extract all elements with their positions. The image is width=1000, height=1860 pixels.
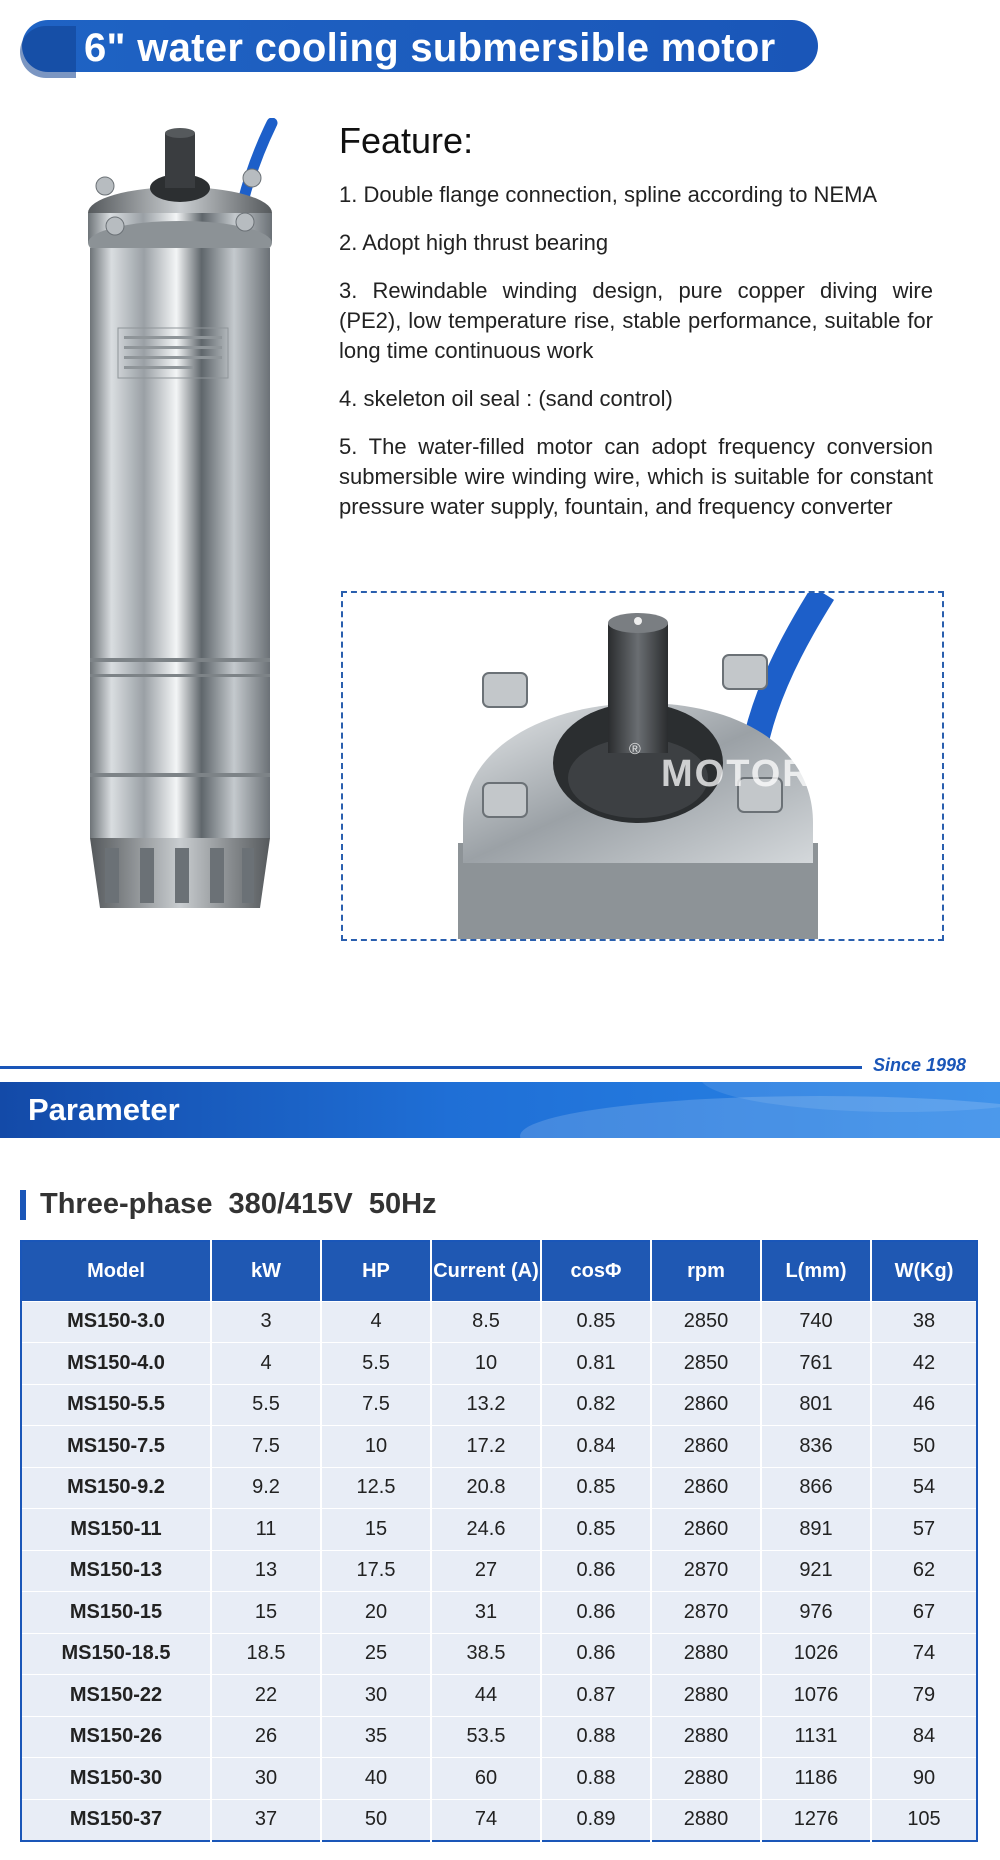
table-cell: 740	[761, 1301, 871, 1343]
table-cell: 15	[211, 1592, 321, 1634]
model-cell: MS150-30	[21, 1758, 211, 1800]
table-cell: 20.8	[431, 1467, 541, 1509]
motor-product-image	[60, 118, 300, 948]
table-cell: 74	[431, 1799, 541, 1841]
model-cell: MS150-37	[21, 1799, 211, 1841]
feature-item: 4. skeleton oil seal : (sand control)	[339, 386, 673, 411]
table-row	[21, 1758, 977, 1800]
table-cell: 0.86	[541, 1633, 651, 1675]
table-cell: 26	[211, 1716, 321, 1758]
flange-closeup-illustration	[343, 593, 944, 941]
table-cell: 2880	[651, 1758, 761, 1800]
table-cell: 40	[321, 1758, 431, 1800]
title-banner	[22, 20, 818, 72]
table-cell: 1276	[761, 1799, 871, 1841]
feature-item: 5. The water-filled motor can adopt frequency conversion submersible wire winding wire, which is suitable for constant pressure water supply, fountain, and frequency converter	[339, 434, 933, 519]
table-cell: 0.82	[541, 1384, 651, 1426]
table-cell: 801	[761, 1384, 871, 1426]
spec-table	[20, 1240, 978, 1842]
registered-mark: ®	[629, 741, 641, 758]
detail-closeup-image	[341, 591, 944, 941]
table-cell: 2880	[651, 1633, 761, 1675]
column-header: W(Kg)	[871, 1241, 977, 1301]
table-cell: 3	[211, 1301, 321, 1343]
table-cell: 2870	[651, 1550, 761, 1592]
table-cell: 9.2	[211, 1467, 321, 1509]
column-header: cosΦ	[541, 1241, 651, 1301]
table-cell: 42	[871, 1343, 977, 1385]
table-cell: 84	[871, 1716, 977, 1758]
table-cell: 62	[871, 1550, 977, 1592]
column-header: HP	[321, 1241, 431, 1301]
table-row	[21, 1592, 977, 1634]
model-cell: MS150-13	[21, 1550, 211, 1592]
table-cell: 90	[871, 1758, 977, 1800]
table-cell: 1186	[761, 1758, 871, 1800]
table-cell: 1026	[761, 1633, 871, 1675]
table-cell: 921	[761, 1550, 871, 1592]
table-cell: 2860	[651, 1467, 761, 1509]
page-title: 6" water cooling submersible motor	[84, 26, 776, 70]
spec-subheading: Three-phase 380/415V 50Hz	[40, 1188, 437, 1220]
table-cell: 35	[321, 1716, 431, 1758]
table-cell: 20	[321, 1592, 431, 1634]
model-cell: MS150-3.0	[21, 1301, 211, 1343]
table-cell: 17.5	[321, 1550, 431, 1592]
table-cell: 836	[761, 1426, 871, 1468]
title-banner-accent	[20, 26, 76, 78]
table-cell: 0.86	[541, 1592, 651, 1634]
table-cell: 44	[431, 1675, 541, 1717]
table-cell: 11	[211, 1509, 321, 1551]
column-header: kW	[211, 1241, 321, 1301]
table-cell: 2870	[651, 1592, 761, 1634]
feature-list	[339, 180, 933, 540]
table-row	[21, 1550, 977, 1592]
table-cell: 105	[871, 1799, 977, 1841]
table-cell: 891	[761, 1509, 871, 1551]
model-cell: MS150-7.5	[21, 1426, 211, 1468]
watermark-text: MOTOR	[661, 753, 812, 795]
table-cell: 60	[431, 1758, 541, 1800]
table-cell: 18.5	[211, 1633, 321, 1675]
table-cell: 22	[211, 1675, 321, 1717]
table-cell: 2880	[651, 1799, 761, 1841]
table-cell: 2860	[651, 1384, 761, 1426]
table-cell: 27	[431, 1550, 541, 1592]
table-cell: 2860	[651, 1509, 761, 1551]
model-cell: MS150-15	[21, 1592, 211, 1634]
table-body	[21, 1301, 977, 1841]
feature-item: 2. Adopt high thrust bearing	[339, 230, 609, 255]
table-header-row	[21, 1241, 977, 1301]
table-row	[21, 1301, 977, 1343]
table-cell: 761	[761, 1343, 871, 1385]
parameter-title: Parameter	[28, 1092, 180, 1127]
table-cell: 37	[211, 1799, 321, 1841]
model-cell: MS150-18.5	[21, 1633, 211, 1675]
table-cell: 0.89	[541, 1799, 651, 1841]
table-cell: 0.84	[541, 1426, 651, 1468]
table-cell: 30	[321, 1675, 431, 1717]
table-cell: 74	[871, 1633, 977, 1675]
model-cell: MS150-26	[21, 1716, 211, 1758]
table-row	[21, 1343, 977, 1385]
table-cell: 1076	[761, 1675, 871, 1717]
table-cell: 0.87	[541, 1675, 651, 1717]
table-cell: 46	[871, 1384, 977, 1426]
table-cell: 38	[871, 1301, 977, 1343]
table-cell: 25	[321, 1633, 431, 1675]
table-cell: 38.5	[431, 1633, 541, 1675]
model-cell: MS150-9.2	[21, 1467, 211, 1509]
column-header: Model	[21, 1241, 211, 1301]
table-cell: 0.86	[541, 1550, 651, 1592]
table-cell: 79	[871, 1675, 977, 1717]
model-cell: MS150-5.5	[21, 1384, 211, 1426]
table-cell: 13	[211, 1550, 321, 1592]
table-cell: 976	[761, 1592, 871, 1634]
model-cell: MS150-4.0	[21, 1343, 211, 1385]
since-label: Since 1998	[873, 1055, 967, 1075]
table-row	[21, 1799, 977, 1841]
table-cell: 12.5	[321, 1467, 431, 1509]
table-cell: 7.5	[321, 1384, 431, 1426]
table-cell: 13.2	[431, 1384, 541, 1426]
table-cell: 0.88	[541, 1758, 651, 1800]
feature-item: 3. Rewindable winding design, pure copper diving wire (PE2), low temperature rise, stable performance, suitable for long time continuous work	[339, 278, 933, 363]
table-row	[21, 1426, 977, 1468]
table-cell: 1131	[761, 1716, 871, 1758]
model-cell: MS150-22	[21, 1675, 211, 1717]
table-cell: 0.81	[541, 1343, 651, 1385]
table-row	[21, 1675, 977, 1717]
table-row	[21, 1716, 977, 1758]
table-cell: 2850	[651, 1343, 761, 1385]
table-cell: 0.85	[541, 1301, 651, 1343]
table-cell: 15	[321, 1509, 431, 1551]
table-cell: 5.5	[321, 1343, 431, 1385]
table-cell: 17.2	[431, 1426, 541, 1468]
table-cell: 0.88	[541, 1716, 651, 1758]
table-cell: 50	[871, 1426, 977, 1468]
table-cell: 2860	[651, 1426, 761, 1468]
table-cell: 30	[211, 1758, 321, 1800]
table-cell: 4	[321, 1301, 431, 1343]
table-cell: 54	[871, 1467, 977, 1509]
model-cell: MS150-11	[21, 1509, 211, 1551]
table-row	[21, 1384, 977, 1426]
feature-heading: Feature:	[339, 120, 474, 161]
table-cell: 7.5	[211, 1426, 321, 1468]
table-cell: 10	[431, 1343, 541, 1385]
table-cell: 67	[871, 1592, 977, 1634]
subheading-marker	[20, 1190, 26, 1220]
parameter-banner	[0, 1082, 1000, 1138]
table-cell: 10	[321, 1426, 431, 1468]
table-cell: 4	[211, 1343, 321, 1385]
table-cell: 57	[871, 1509, 977, 1551]
table-cell: 5.5	[211, 1384, 321, 1426]
table-cell: 24.6	[431, 1509, 541, 1551]
divider-line	[0, 1066, 862, 1069]
table-row	[21, 1467, 977, 1509]
table-cell: 31	[431, 1592, 541, 1634]
table-cell: 2880	[651, 1716, 761, 1758]
column-header: L(mm)	[761, 1241, 871, 1301]
table-cell: 2880	[651, 1675, 761, 1717]
column-header: Current (A)	[431, 1241, 541, 1301]
table-cell: 50	[321, 1799, 431, 1841]
table-cell: 866	[761, 1467, 871, 1509]
column-header: rpm	[651, 1241, 761, 1301]
table-cell: 0.85	[541, 1509, 651, 1551]
table-cell: 53.5	[431, 1716, 541, 1758]
table-cell: 2850	[651, 1301, 761, 1343]
table-row	[21, 1509, 977, 1551]
table-cell: 0.85	[541, 1467, 651, 1509]
table-cell: 8.5	[431, 1301, 541, 1343]
table-row	[21, 1633, 977, 1675]
feature-item: 1. Double flange connection, spline according to NEMA	[339, 182, 878, 207]
